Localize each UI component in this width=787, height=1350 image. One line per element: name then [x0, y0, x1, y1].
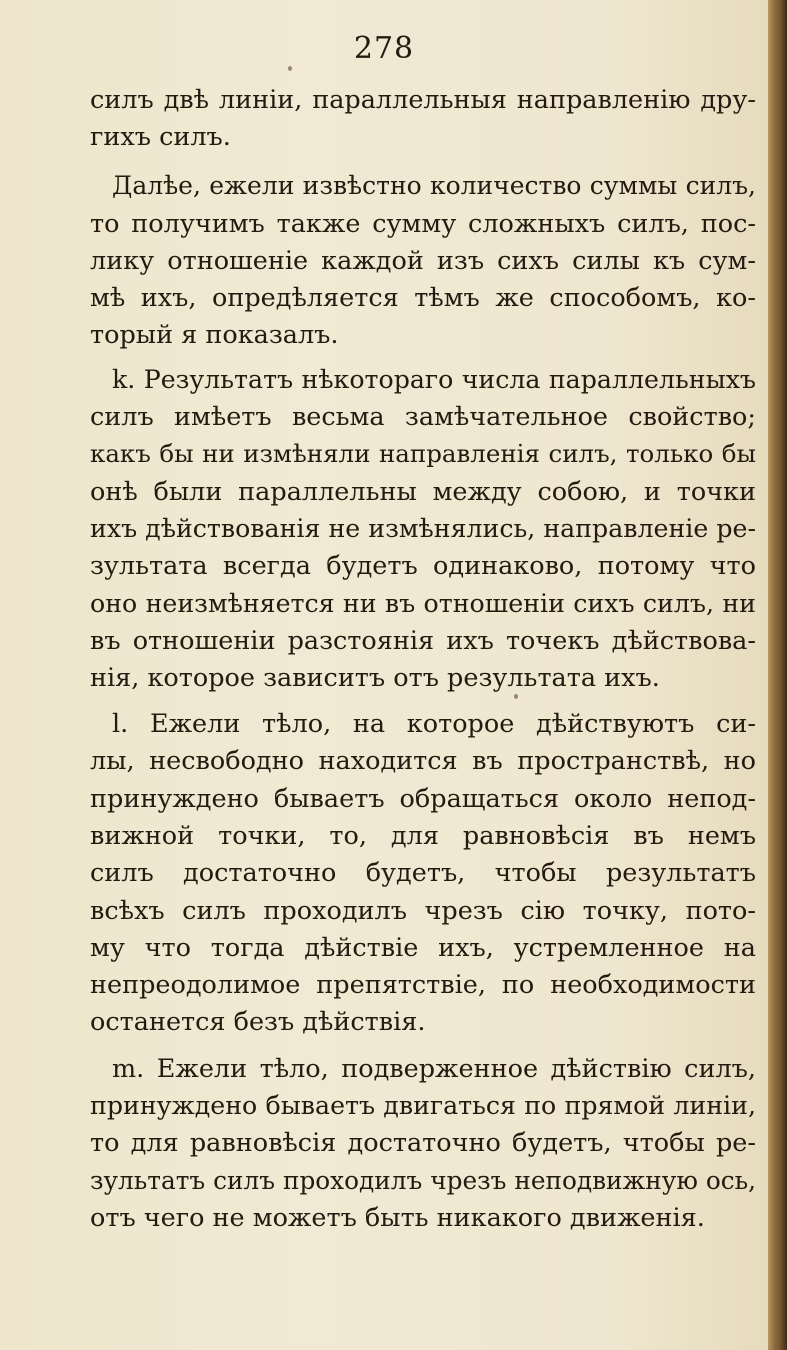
- text-line: то получимъ также сумму сложныхъ силъ, пос-: [90, 209, 756, 239]
- text-line: m. Ежели тѣло, подверженное дѣйствiю силъ,: [112, 1054, 756, 1084]
- text-line: въ отношенiи разстоянiя ихъ точекъ дѣйствова-: [90, 626, 756, 656]
- text-line: гихъ силъ.: [90, 122, 231, 152]
- text-line: силъ имѣетъ весьма замѣчательное свойство;: [90, 402, 756, 432]
- text-line: какъ бы ни измѣняли направленiя силъ, только бы: [90, 439, 756, 468]
- text-line: онѣ были параллельны между собою, и точки: [90, 477, 756, 507]
- text-line: силъ двѣ линiи, параллельныя направленiю дру-: [90, 85, 756, 115]
- text-line: силъ достаточно будетъ, чтобы результатъ: [90, 858, 756, 888]
- page-number: 278: [353, 31, 415, 66]
- text-line: останется безъ дѣйствiя.: [90, 1007, 426, 1037]
- text-line: всѣхъ силъ проходилъ чрезъ сiю точку, пото-: [90, 896, 756, 926]
- ink-smudge: [514, 694, 518, 699]
- text-line: лы, несвободно находится въ пространствѣ, но: [90, 746, 756, 776]
- text-line: зультата всегда будетъ одинаково, потому что: [90, 551, 756, 581]
- text-line: лику отношенiе каждой изъ сихъ силы къ сум-: [90, 246, 756, 276]
- text-line: непреодолимое препятствiе, по необходимости: [90, 970, 756, 1000]
- text-line: l. Ежели тѣло, на которое дѣйствуютъ си-: [112, 709, 756, 739]
- text-line: то для равновѣсiя достаточно будетъ, чтобы ре-: [90, 1128, 756, 1158]
- text-line: принуждено бываетъ обращаться около непод-: [90, 784, 756, 814]
- text-line: ихъ дѣйствованiя не измѣнялись, направленiе ре-: [90, 514, 756, 543]
- ink-smudge: [288, 66, 292, 71]
- text-line: мѣ ихъ, опредѣляется тѣмъ же способомъ, ко-: [90, 283, 756, 313]
- text-line: оно неизмѣняется ни въ отношенiи сихъ силъ, ни: [90, 589, 756, 618]
- text-line: торый я показалъ.: [90, 320, 339, 350]
- text-line: Далѣе, ежели извѣстно количество суммы силъ,: [112, 171, 756, 200]
- text-line: вижной точки, то, для равновѣсiя въ немъ: [90, 821, 756, 851]
- text-line: принуждено бываетъ двигаться по прямой линiи,: [90, 1091, 756, 1120]
- text-line: нiя, которое зависитъ отъ результата ихъ.: [90, 663, 660, 693]
- text-line: отъ чего не можетъ быть никакого движенiя.: [90, 1203, 705, 1233]
- text-line: k. Результатъ нѣкотораго числа параллельныхъ: [112, 365, 756, 394]
- text-line: му что тогда дѣйствiе ихъ, устремленное на: [90, 933, 756, 963]
- text-line: зультатъ силъ проходилъ чрезъ неподвижную ось,: [90, 1166, 756, 1195]
- page-edge: [768, 0, 787, 1350]
